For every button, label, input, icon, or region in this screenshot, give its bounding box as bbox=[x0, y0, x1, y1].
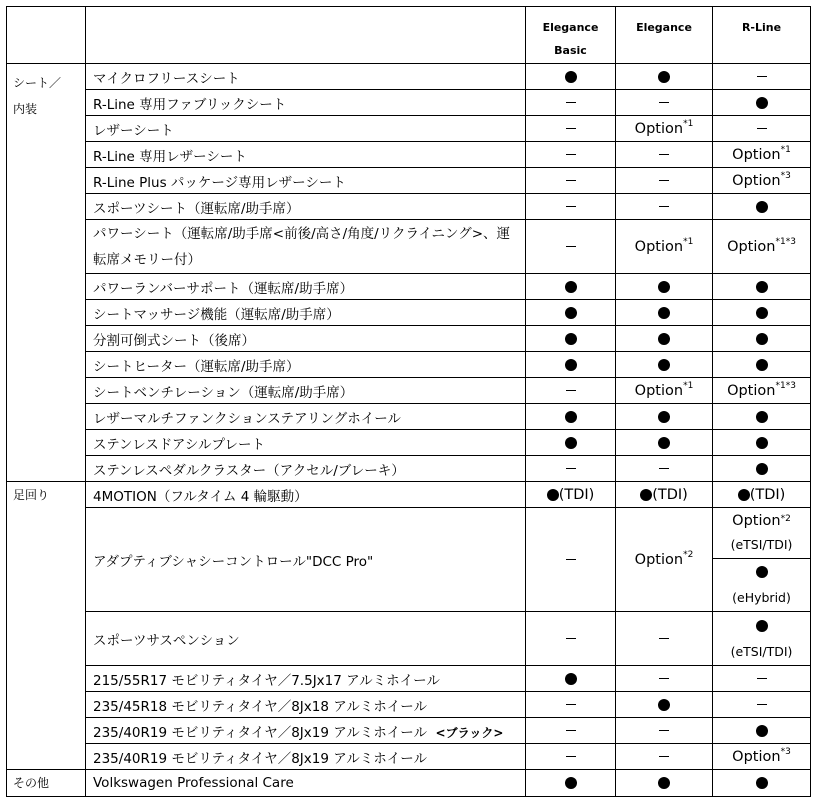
filled-circle-icon bbox=[756, 463, 768, 475]
item-name: R-Line Plus パッケージ専用レザーシート bbox=[86, 168, 526, 194]
split-cell: Option$^{*2}$ (eTSI/TDI) (eHybrid) bbox=[713, 508, 811, 612]
filled-circle-icon bbox=[565, 411, 577, 423]
table-row bbox=[7, 404, 811, 430]
option-cell: Option$^{*3}$ bbox=[713, 168, 811, 194]
header-blank-category bbox=[7, 7, 86, 64]
filled-circle-icon bbox=[565, 673, 577, 685]
option-cell: Option$^{*1}$ bbox=[616, 378, 713, 404]
table-row bbox=[7, 116, 811, 142]
filled-circle-icon bbox=[565, 71, 577, 83]
filled-circle-icon bbox=[547, 489, 559, 501]
dash-icon bbox=[757, 76, 767, 78]
filled-circle-icon bbox=[756, 281, 768, 293]
item-name: R-Line 専用ファブリックシート bbox=[86, 90, 526, 116]
filled-circle-icon bbox=[756, 411, 768, 423]
category-chassis: 足回り bbox=[7, 482, 86, 770]
table-row bbox=[7, 168, 811, 194]
table-row bbox=[7, 64, 811, 90]
table-row bbox=[7, 220, 811, 274]
filled-circle-icon bbox=[756, 201, 768, 213]
item-name: シートマッサージ機能（運転席/助手席） bbox=[86, 300, 526, 326]
option-cell: Option$^{*1}$ bbox=[616, 116, 713, 142]
item-name: 235/45R18 モビリティタイヤ／8Jx18 アルミホイール bbox=[86, 692, 526, 718]
header-blank-item bbox=[86, 7, 526, 64]
dash-icon bbox=[566, 102, 576, 104]
dash-icon bbox=[566, 206, 576, 208]
dash-icon bbox=[757, 678, 767, 680]
option-cell: Option$^{*1*3}$ bbox=[713, 378, 811, 404]
table-row bbox=[7, 692, 811, 718]
filled-circle-icon bbox=[565, 777, 577, 789]
item-name: ステンレスペダルクラスター（アクセル/ブレーキ） bbox=[86, 456, 526, 482]
table-row bbox=[7, 456, 811, 482]
table-row bbox=[7, 770, 811, 797]
dash-icon bbox=[566, 468, 576, 470]
dash-icon bbox=[566, 128, 576, 130]
table-row bbox=[7, 194, 811, 220]
category-other: その他 bbox=[7, 770, 86, 797]
dash-icon bbox=[566, 638, 576, 640]
filled-circle-icon bbox=[565, 281, 577, 293]
filled-circle-icon bbox=[756, 725, 768, 737]
dash-icon bbox=[659, 730, 669, 732]
dash-icon bbox=[659, 102, 669, 104]
option-cell: Option$^{*1}$ bbox=[713, 142, 811, 168]
item-name: レザーシート bbox=[86, 116, 526, 142]
dash-icon bbox=[566, 730, 576, 732]
filled-circle-icon bbox=[640, 489, 652, 501]
filled-circle-icon bbox=[658, 699, 670, 711]
option-cell: Option$^{*1}$ bbox=[616, 220, 713, 274]
dash-icon bbox=[566, 559, 576, 561]
dash-icon bbox=[566, 704, 576, 706]
dash-icon bbox=[566, 246, 576, 248]
item-name: シートヒーター（運転席/助手席） bbox=[86, 352, 526, 378]
item-name: 215/55R17 モビリティタイヤ／7.5Jx17 アルミホイール bbox=[86, 666, 526, 692]
table-row bbox=[7, 352, 811, 378]
table-row: スポーツサスペンション (eTSI/TDI) bbox=[7, 612, 811, 666]
filled-circle-icon bbox=[658, 281, 670, 293]
option-cell: Option$^{*1*3}$ bbox=[713, 220, 811, 274]
filled-circle-icon bbox=[658, 411, 670, 423]
item-name: アダプティブシャシーコントロール"DCC Pro" bbox=[86, 508, 526, 612]
filled-circle-icon bbox=[756, 359, 768, 371]
table-row bbox=[7, 274, 811, 300]
filled-circle-icon bbox=[565, 359, 577, 371]
dash-icon bbox=[659, 206, 669, 208]
item-name: パワーシート（運転席/助手席<前後/高さ/角度/リクライニング>、運 転席メモリー付） bbox=[86, 220, 526, 274]
filled-circle-icon bbox=[756, 437, 768, 449]
filled-circle-icon bbox=[756, 777, 768, 789]
table-row bbox=[7, 300, 811, 326]
item-name: スポーツシート（運転席/助手席） bbox=[86, 194, 526, 220]
item-name: パワーランバーサポート（運転席/助手席） bbox=[86, 274, 526, 300]
dash-icon bbox=[659, 678, 669, 680]
spec-table bbox=[6, 6, 811, 797]
item-name: 235/40R19 モビリティタイヤ／8Jx19 アルミホイール <ブラック> bbox=[86, 718, 526, 744]
filled-circle-icon bbox=[658, 307, 670, 319]
table-row bbox=[7, 718, 811, 744]
header-elegance-basic: Elegance Basic bbox=[526, 7, 616, 64]
table-row: 足回り 4MOTION（フルタイム 4 輪駆動） (TDI) (TDI) (TDI) bbox=[7, 482, 811, 508]
dash-icon bbox=[659, 154, 669, 156]
item-name: レザーマルチファンクションステアリングホイール bbox=[86, 404, 526, 430]
filled-circle-icon bbox=[756, 307, 768, 319]
filled-circle-icon bbox=[565, 437, 577, 449]
item-name: Volkswagen Professional Care bbox=[86, 770, 526, 797]
dash-icon bbox=[566, 154, 576, 156]
filled-circle-icon bbox=[658, 437, 670, 449]
filled-circle-icon bbox=[658, 777, 670, 789]
table-row bbox=[7, 326, 811, 352]
item-name: ステンレスドアシルプレート bbox=[86, 430, 526, 456]
filled-circle-icon bbox=[756, 97, 768, 109]
category-seat-interior: シート／ 内装 bbox=[7, 64, 86, 482]
filled-circle-icon bbox=[658, 71, 670, 83]
item-name: 4MOTION（フルタイム 4 輪駆動） bbox=[86, 482, 526, 508]
dash-icon bbox=[659, 468, 669, 470]
dash-icon bbox=[757, 128, 767, 130]
option-cell: Option$^{*3}$ bbox=[713, 744, 811, 770]
filled-circle-icon bbox=[738, 489, 750, 501]
item-name: 235/40R19 モビリティタイヤ／8Jx19 アルミホイール bbox=[86, 744, 526, 770]
filled-circle-icon bbox=[565, 333, 577, 345]
dash-icon bbox=[659, 180, 669, 182]
filled-circle-icon bbox=[658, 333, 670, 345]
header-rline: R-Line bbox=[713, 7, 811, 64]
table-row bbox=[7, 142, 811, 168]
filled-circle-icon bbox=[756, 566, 768, 578]
dash-icon bbox=[659, 638, 669, 640]
dash-icon bbox=[757, 704, 767, 706]
filled-circle-icon bbox=[756, 333, 768, 345]
dash-icon bbox=[566, 756, 576, 758]
item-name: マイクロフリースシート bbox=[86, 64, 526, 90]
table-row bbox=[7, 90, 811, 116]
dash-icon bbox=[659, 756, 669, 758]
table-row bbox=[7, 666, 811, 692]
filled-circle-icon bbox=[565, 307, 577, 319]
filled-circle-icon bbox=[658, 359, 670, 371]
option-cell: Option$^{*2}$ bbox=[616, 508, 713, 612]
item-name: シートベンチレーション（運転席/助手席） bbox=[86, 378, 526, 404]
dash-icon bbox=[566, 180, 576, 182]
table-row bbox=[7, 378, 811, 404]
item-name: R-Line 専用レザーシート bbox=[86, 142, 526, 168]
table-row bbox=[7, 744, 811, 770]
header-elegance: Elegance bbox=[616, 7, 713, 64]
table-row bbox=[7, 430, 811, 456]
header-row bbox=[7, 7, 811, 64]
dash-icon bbox=[566, 390, 576, 392]
item-name: 分割可倒式シート（後席） bbox=[86, 326, 526, 352]
table-row bbox=[7, 508, 811, 612]
filled-circle-icon bbox=[756, 620, 768, 632]
item-name: スポーツサスペンション bbox=[86, 612, 526, 666]
